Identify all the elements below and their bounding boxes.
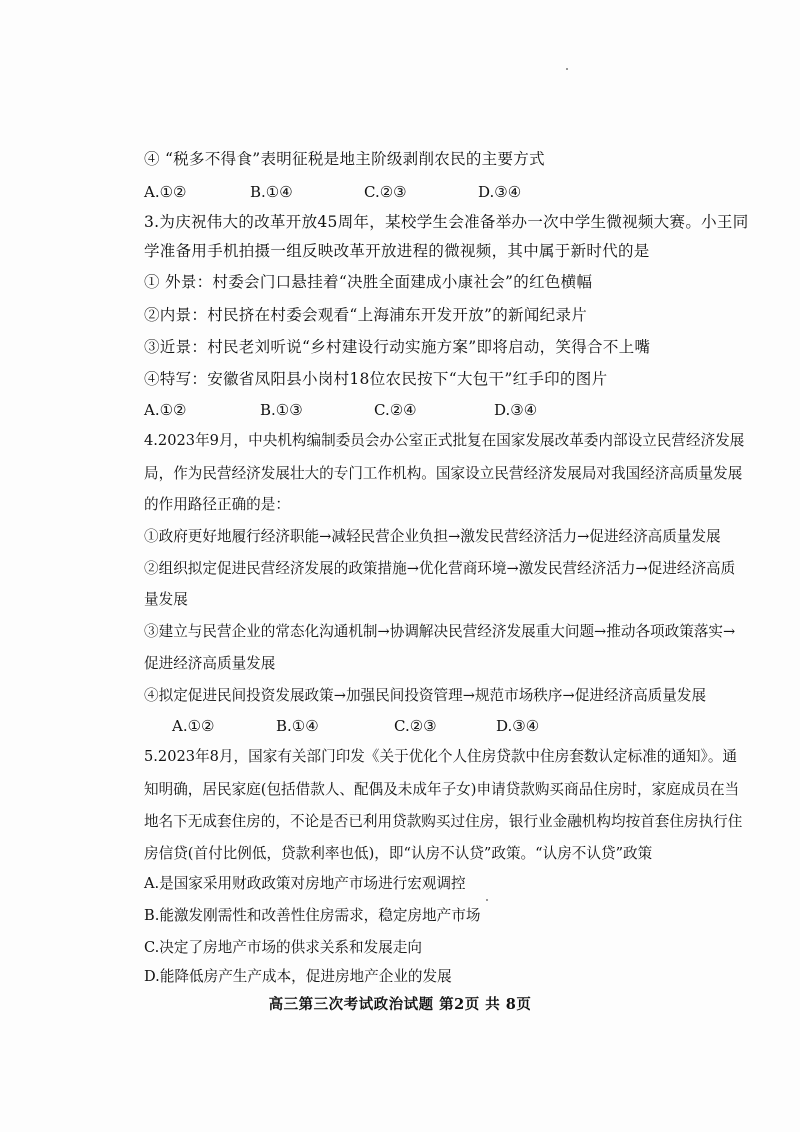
q5-option-d: D.能降低房产生产成本，促进房地产企业的发展 — [144, 968, 452, 985]
q4-item-3-cont: 促进经济高质量发展 — [144, 655, 276, 672]
q5-option-c: C.决定了房地产市场的供求关系和发展走向 — [144, 939, 422, 956]
q3-option-c: C.②④ — [374, 401, 417, 419]
q4-item-1: ①政府更好地履行经济职能→减轻民营企业负担→激发民营经济活力→促进经济高质量发展 — [144, 528, 721, 545]
q4-option-a: A.①② — [172, 717, 215, 735]
q2-option-b: B.①④ — [250, 183, 293, 201]
q2-option-a: A.①② — [144, 183, 187, 201]
q3-item-4: ④特写：安徽省凤阳县小岗村18位农民按下“大包干”红手印的图片 — [144, 370, 608, 388]
q5-stem-line-1: 5.2023年8月，国家有关部门印发《关于优化个人住房贷款中住房套数认定标准的通知》。通 — [144, 748, 738, 765]
q5-option-a: A.是国家采用财政政策对房地产市场进行宏观调控 — [144, 875, 466, 892]
q4-stem-line-2: 局，作为民营经济发展壮大的专门工作机构。国家设立民营经济发展局对我国经济高质量发展 — [144, 465, 743, 482]
q5-option-b: B.能激发刚需性和改善性住房需求，稳定房地产市场 — [144, 907, 481, 924]
q5-stem-line-4: 房信贷(首付比例低，贷款利率也低)，即“认房不认贷”政策。“认房不认贷”政策 — [144, 845, 653, 862]
q4-stem-line-3: 的作用路径正确的是： — [144, 496, 290, 513]
q2-option-d: D.③④ — [478, 183, 522, 201]
q3-item-1: ① 外景：村委会门口悬挂着“决胜全面建成小康社会”的红色横幅 — [144, 273, 593, 291]
page-footer: 高三第三次考试政治试题 第2页 共 8页 — [268, 996, 532, 1013]
q4-item-3: ③建立与民营企业的常态化沟通机制→协调解决民营经济发展重大问题→推动各项政策落实→ — [144, 623, 736, 640]
q3-option-a: A.①② — [144, 401, 187, 419]
q4-item-2: ②组织拟定促进民营经济发展的政策措施→优化营商环境→激发民营经济活力→促进经济高质 — [144, 560, 736, 577]
q2-item-4: ④ “税多不得食”表明征税是地主阶级剥削农民的主要方式 — [144, 150, 545, 168]
q3-option-b: B.①③ — [260, 401, 303, 419]
q3-item-3: ③近景：村民老刘听说“乡村建设行动实施方案”即将启动，笑得合不上嘴 — [144, 338, 651, 356]
q3-option-d: D.③④ — [494, 401, 538, 419]
scan-speck — [566, 68, 568, 70]
q3-item-2: ②内景：村民挤在村委会观看“上海浦东开发开放”的新闻纪录片 — [144, 306, 588, 324]
q4-item-2-cont: 量发展 — [144, 591, 188, 608]
q5-stem-line-2: 知明确，居民家庭(包括借款人、配偶及未成年子女)申请贷款购买商品住房时，家庭成员在当 — [144, 781, 740, 798]
q4-item-4: ④拟定促进民间投资发展政策→加强民间投资管理→规范市场秩序→促进经济高质量发展 — [144, 687, 707, 704]
q4-option-d: D.③④ — [496, 717, 540, 735]
q3-stem-line-1: 3.为庆祝伟大的改革开放45周年，某校学生会准备举办一次中学生微视频大赛。小王同 — [144, 213, 749, 231]
q3-stem-line-2: 学准备用手机拍摄一组反映改革开放进程的微视频，其中属于新时代的是 — [144, 242, 650, 260]
q4-option-b: B.①④ — [276, 717, 319, 735]
scan-speck — [486, 899, 488, 901]
q4-stem-line-1: 4.2023年9月，中央机构编制委员会办公室正式批复在国家发展改革委内部设立民营经济发展 — [144, 432, 745, 449]
q4-option-c: C.②③ — [394, 717, 437, 735]
q5-stem-line-3: 地名下无成套住房的，不论是否已利用贷款购买过住房，银行业金融机构均按首套住房执行住 — [144, 813, 743, 830]
q2-option-c: C.②③ — [364, 183, 407, 201]
